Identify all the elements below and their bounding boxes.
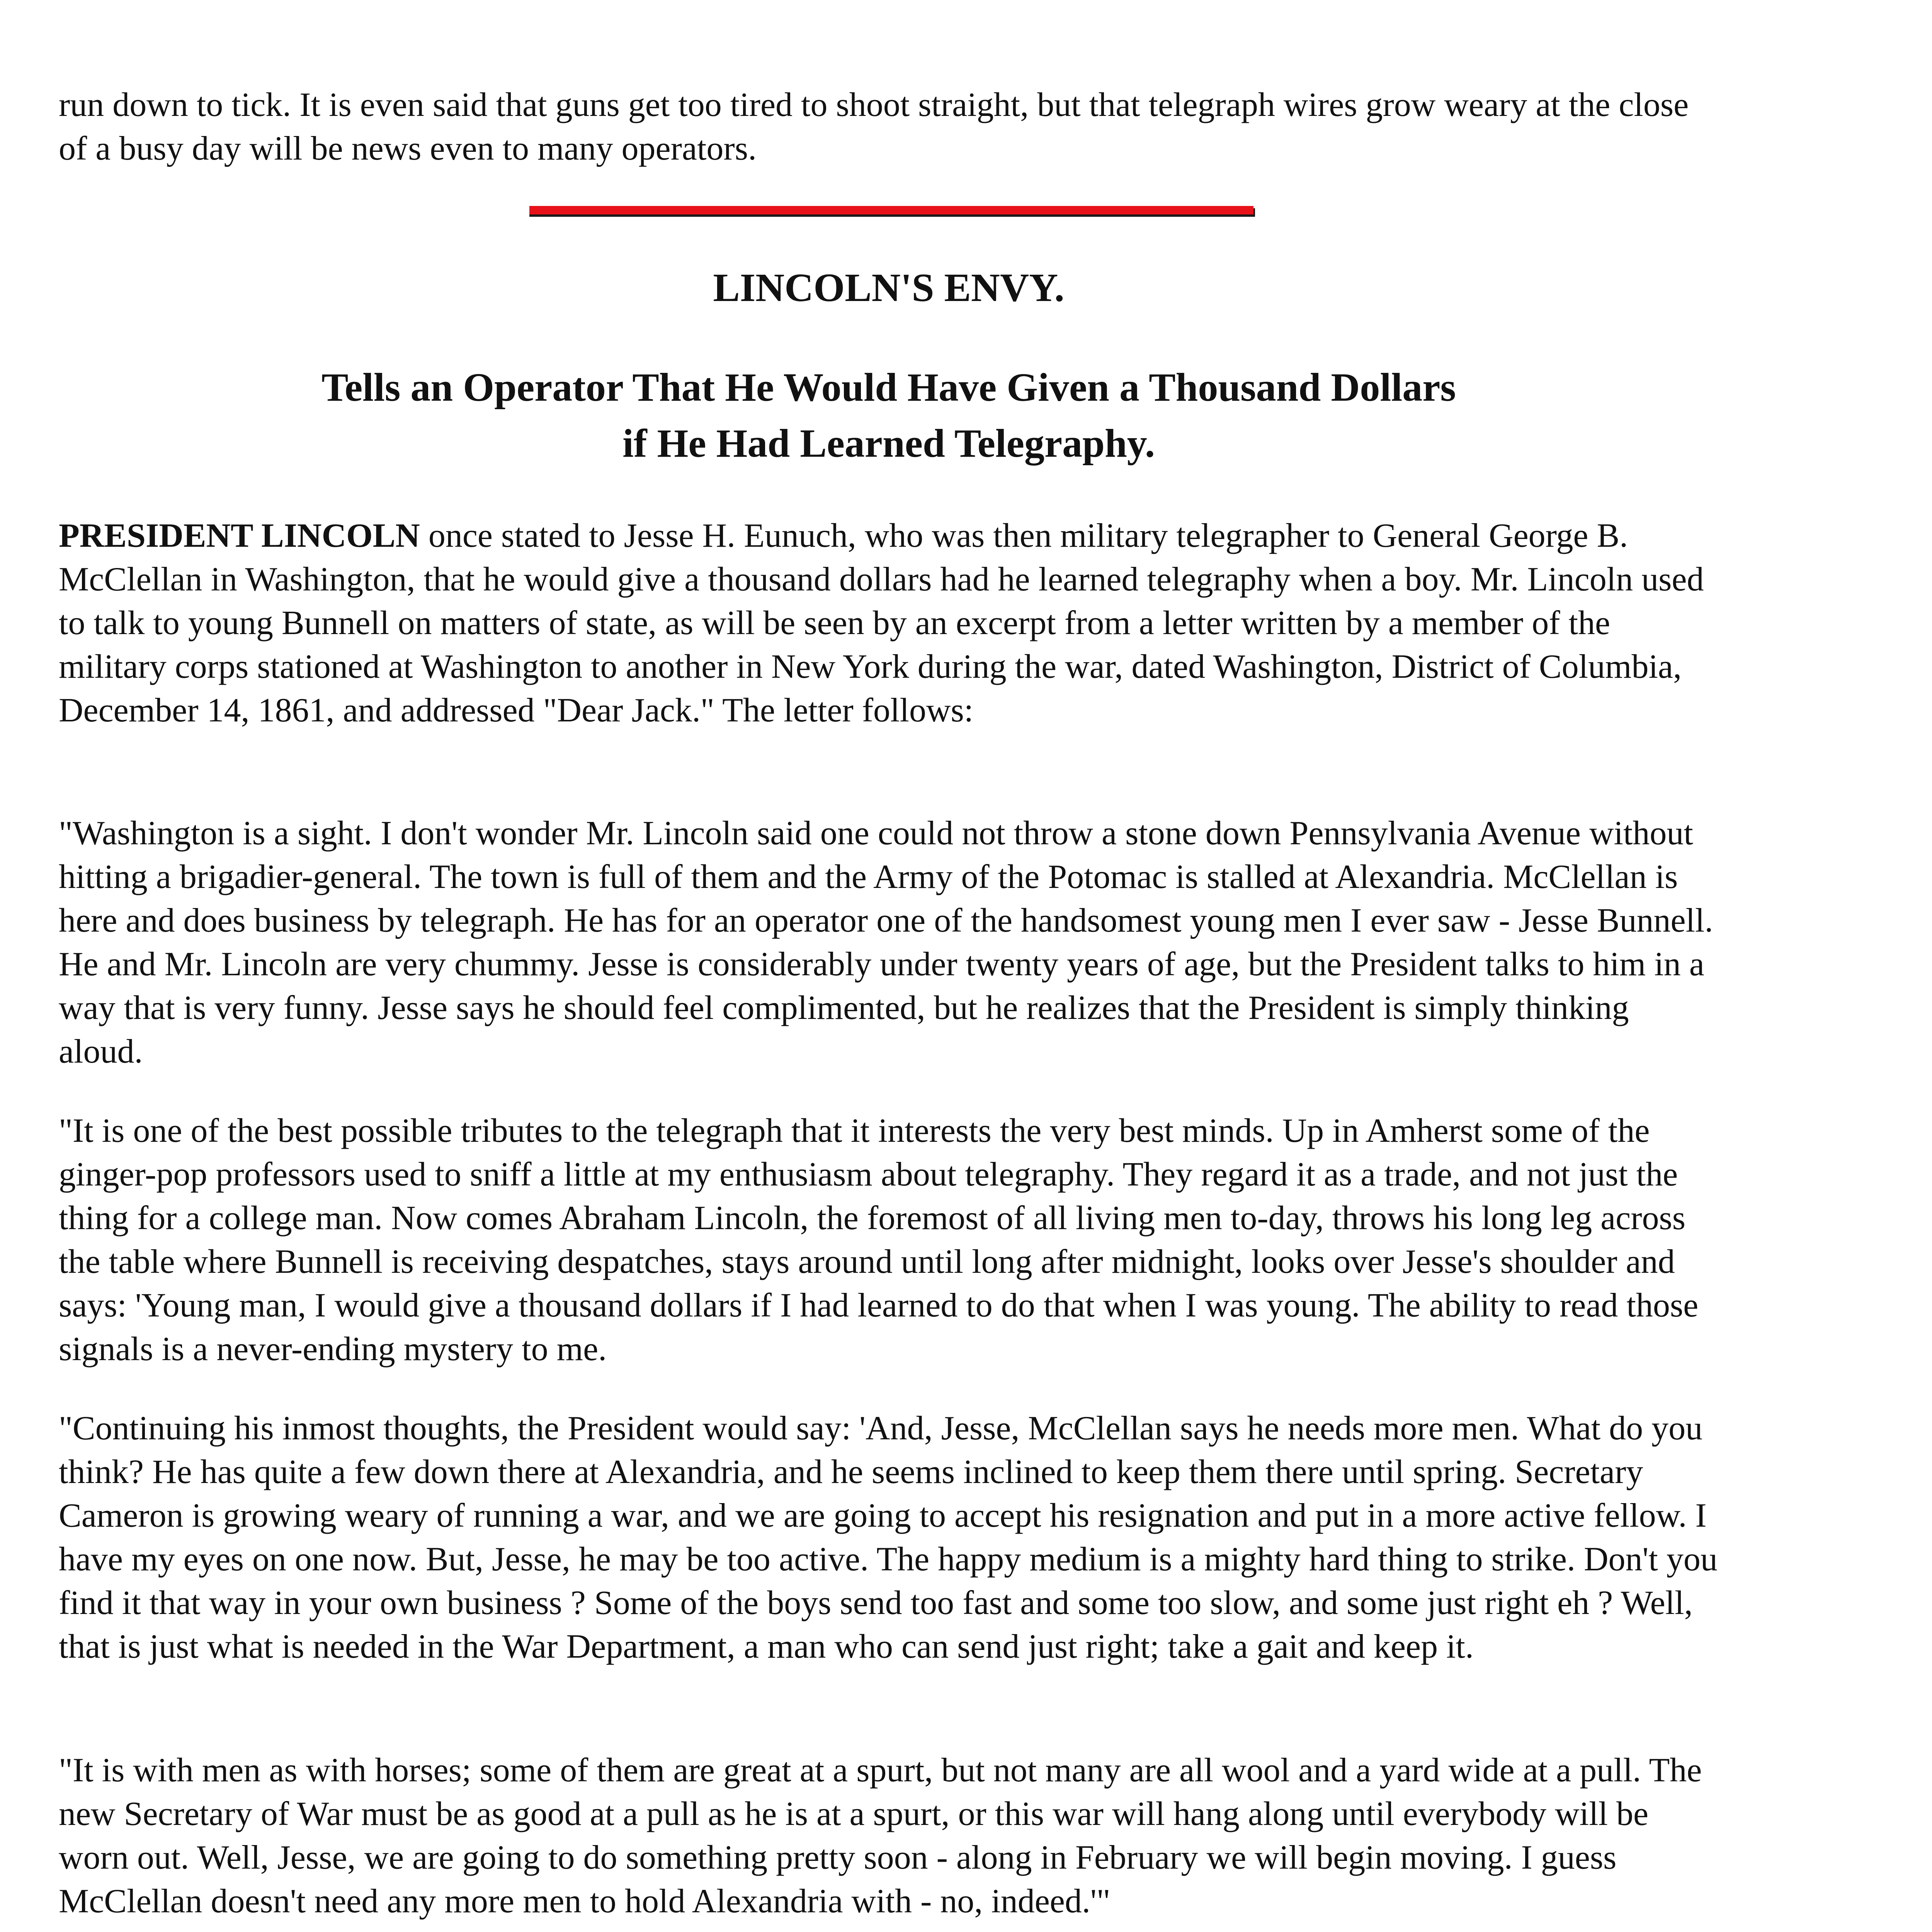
paragraph: "Washington is a sight. I don't wonder Mr. Lincoln said one could not throw a stone down Pennsylvania Avenue without hitting a brigadier-general. The town is full of them and the Army of the Potomac is stalled at Alexandria. McClellan is here and does business by telegraph. He has for an operator one of the handsomest young men I ever saw - Jesse Bunnell. He and Mr. Lincoln are very chummy. Jesse is considerably under twenty years of age, but the President talks to him in a way that is very funny. Jesse says he should feel complimented, but he realizes that the President is simply thinking aloud. bbox=[59, 815, 1713, 1070]
subtitle-line: if He Had Learned Telegraphy. bbox=[622, 421, 1155, 466]
paragraph-text: once stated to Jesse H. Eunuch, who was then military telegrapher to General George B. McClellan in Washington, that he would give a thousand dollars had he learned telegraphy when a boy. Mr. Lincoln used to talk to young Bunnell on matters of state, as will be seen by an excerpt from a letter written by a member of the military corps stationed at Washington to another in New York during the war, dated Washington, District of Columbia, December 14, 1861, and addressed "Dear Jack." The letter follows: bbox=[59, 517, 1704, 729]
paragraph: "It is one of the best possible tributes to the telegraph that it interests the very best minds. Up in Amherst some of the ginger-pop professors used to sniff a little at my enthusiasm about telegraphy. They regard it as a trade, and not just the thing for a college man. Now comes Abraham Lincoln, the foremost of all living men to-day, throws his long leg across the table where Bunnell is receiving despatches, stays around until long after midnight, looks over Jesse's shoulder and says: 'Young man, I would give a thousand dollars if I had learned to do that when I was young. The ability to read those signals is a never-ending mystery to me. bbox=[59, 1112, 1699, 1368]
section-subtitle bbox=[0, 359, 1777, 471]
paragraph: "Continuing his inmost thoughts, the President would say: 'And, Jesse, McClellan says he needs more men. What do you think? He has quite a few down there at Alexandria, and he seems inclined to keep them there until spring. Secretary Cameron is growing weary of running a war, and we are going to accept his resignation and put in a more active fellow. I have my eyes on one now. But, Jesse, he may be too active. The happy medium is a mighty hard thing to strike. Don't you find it that way in your own business ? Some of the boys send too fast and some too slow, and some just right eh ? Well, that is just what is needed in the War Department, a man who can send just right; take a gait and keep it. bbox=[59, 1410, 1718, 1665]
paragraph: "It is with men as with horses; some of them are great at a spurt, but not many are all wool and a yard wide at a pull. The new Secretary of War must be as good at a pull as he is at a spurt, or this war will hang along until everybody will be worn out. Well, Jesse, we are going to do something pretty soon - along in February we will begin moving. I guess McClellan doesn't need any more men to hold Alexandria with - no, indeed.'" bbox=[59, 1752, 1702, 1920]
subtitle-line: Tells an Operator That He Would Have Given a Thousand Dollars bbox=[321, 365, 1456, 410]
paragraph-lead: PRESIDENT LINCOLN bbox=[59, 517, 420, 554]
section-divider bbox=[529, 206, 1253, 214]
section-title: LINCOLN'S ENVY. bbox=[713, 265, 1065, 310]
intro-paragraph: run down to tick. It is even said that guns get too tired to shoot straight, but that telegraph wires grow weary at the close of a busy day will be news even to many operators. bbox=[59, 86, 1689, 167]
paragraph bbox=[59, 514, 1720, 732]
